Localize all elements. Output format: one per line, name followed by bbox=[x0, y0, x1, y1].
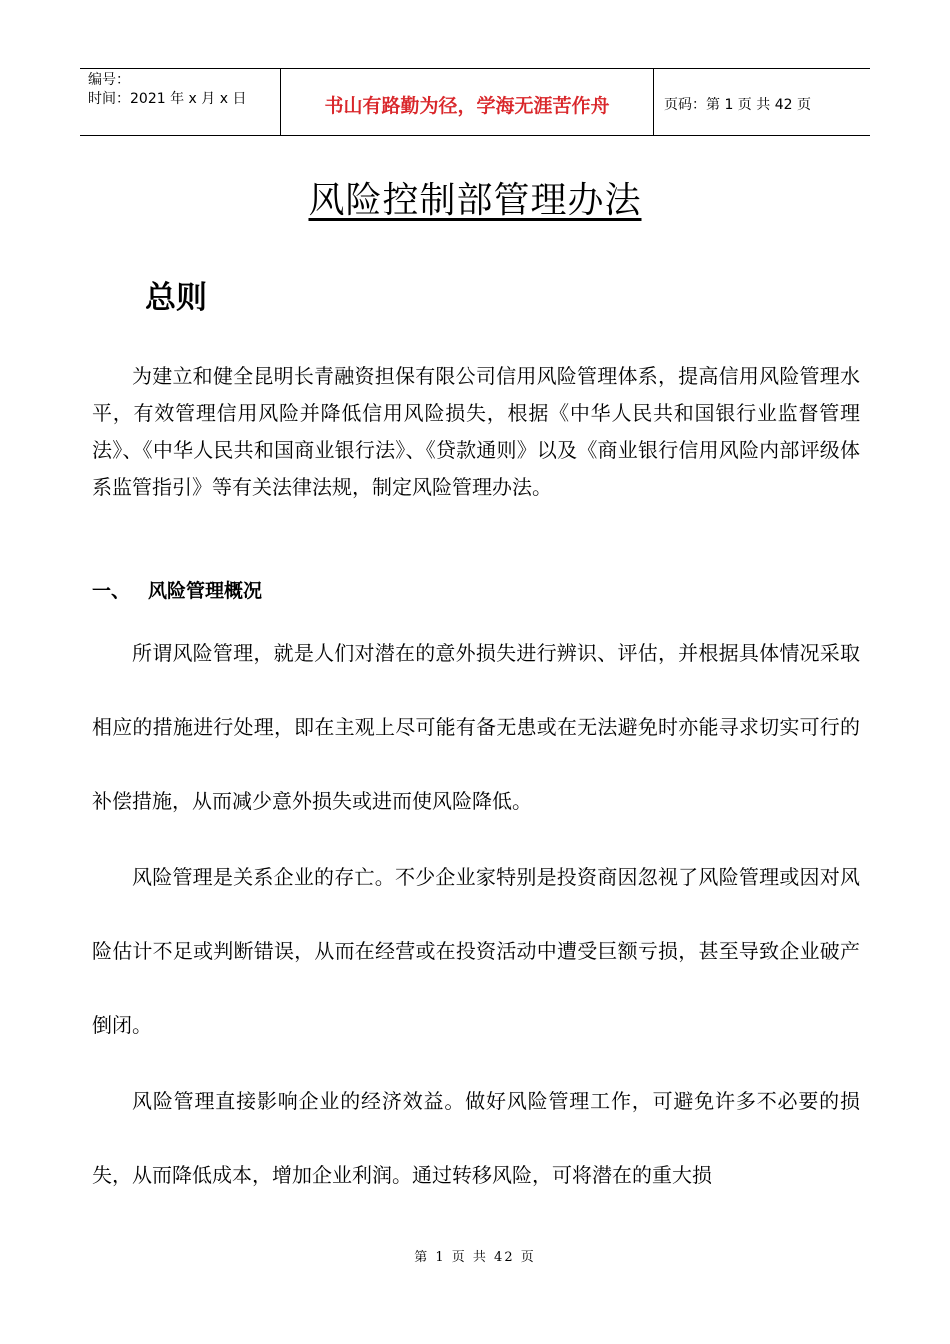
page-footer: 第 1 页 共 42 页 bbox=[414, 1250, 536, 1265]
header-motto: 书山有路勤为径，学海无涯苦作舟 bbox=[281, 69, 654, 135]
body-paragraph: 风险管理直接影响企业的经济效益。做好风险管理工作，可避免许多不必要的损失，从而降低成本，增加企业利润。通过转移风险，可将潜在的重大损 bbox=[92, 1089, 860, 1187]
chapter-heading: 总则 bbox=[145, 280, 207, 316]
document-title: 风险控制部管理办法 bbox=[308, 180, 642, 221]
code-label: 编号： bbox=[88, 72, 130, 88]
header-table bbox=[80, 68, 870, 136]
body-paragraph: 所谓风险管理，就是人们对潜在的意外损失进行辨识、评估，并根据具体情况采取相应的措施进行处理，即在主观上尽可能有备无患或在无法避免时亦能寻求切实可行的补偿措施，从而减少意外损失或进而使风险降低。 bbox=[92, 641, 860, 813]
section-title: 风险管理概况 bbox=[148, 580, 263, 602]
body-paragraph: 风险管理是关系企业的存亡。不少企业家特别是投资商因忽视了风险管理或因对风险估计不足或判断错误，从而在经营或在投资活动中遭受巨额亏损，甚至导致企业破产倒闭。 bbox=[92, 865, 860, 1037]
header-page-info: 页码：第 1 页 共 42 页 bbox=[664, 97, 811, 113]
header-meta bbox=[80, 69, 281, 135]
date-label: 时间：2021 年 x 月 x 日 bbox=[88, 91, 247, 107]
intro-paragraph: 为建立和健全昆明长青融资担保有限公司信用风险管理体系，提高信用风险管理水平，有效管理信用风险并降低信用风险损失，根据《中华人民共和国银行业监督管理法》、《中华人民共和国商业银行法》、《贷款通则》以及《商业银行信用风险内部评级体系监管指引》等有关法律法规，制定风险管理办法。 bbox=[92, 364, 860, 499]
section-heading bbox=[92, 576, 262, 603]
section-number: 一、 bbox=[92, 580, 131, 602]
